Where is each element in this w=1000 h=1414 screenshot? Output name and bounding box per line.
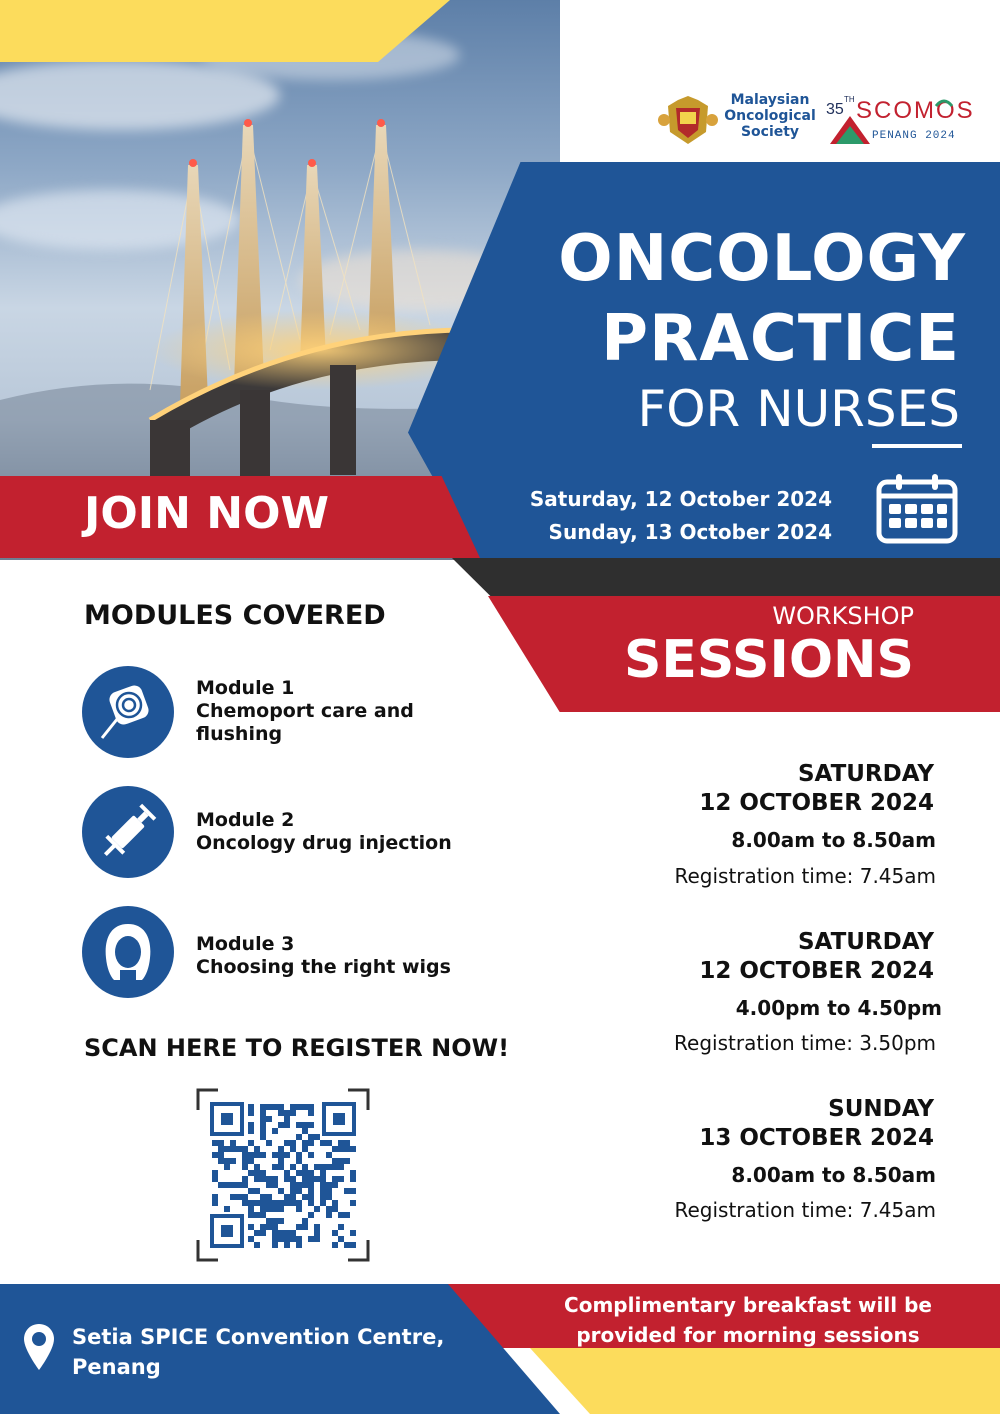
syringe-icon	[82, 786, 174, 878]
workshop-label: WORKSHOP	[772, 602, 914, 630]
svg-text:TH: TH	[844, 95, 855, 104]
event-dates	[530, 483, 832, 549]
session-3-date: SUNDAY 13 OCTOBER 2024	[699, 1096, 934, 1151]
mos-logo-text: Malaysian Oncological Society	[724, 92, 816, 140]
footer-yellow-accent	[500, 1348, 1000, 1414]
session-3-time: 8.00am to 8.50am	[731, 1163, 936, 1187]
corner-accent	[0, 0, 450, 62]
session-2-registration: Registration time: 3.50pm	[674, 1031, 936, 1055]
session-1-registration: Registration time: 7.45am	[674, 864, 936, 888]
registration-qr-code[interactable]	[196, 1088, 370, 1262]
divider-strip	[452, 558, 1000, 596]
modules-heading: MODULES COVERED	[84, 600, 386, 631]
title-line-2: PRACTICE	[601, 302, 960, 376]
module-3: Module 3 Choosing the right wigs	[196, 933, 451, 978]
session-1-time: 8.00am to 8.50am	[731, 828, 936, 852]
title-line-1: ONCOLOGY	[558, 222, 966, 296]
event-date-2: Sunday, 13 October 2024	[548, 520, 832, 544]
session-3-registration: Registration time: 7.45am	[674, 1198, 936, 1222]
chemoport-icon	[82, 666, 174, 758]
event-date-1: Saturday, 12 October 2024	[529, 487, 832, 511]
svg-text:SCOMOS: SCOMOS	[856, 97, 975, 124]
breakfast-note: Complimentary breakfast will be provided for morning sessions	[564, 1293, 932, 1347]
svg-text:35: 35	[826, 101, 844, 118]
sessions-heading: SESSIONS	[623, 630, 914, 690]
scomos-logo	[826, 86, 986, 152]
title-line-3: FOR NURSES	[637, 380, 960, 438]
session-2-date: SATURDAY 12 OCTOBER 2024	[699, 929, 934, 984]
join-now-label[interactable]: JOIN NOW	[84, 488, 330, 539]
scan-register-label: SCAN HERE TO REGISTER NOW!	[84, 1034, 510, 1062]
module-2: Module 2 Oncology drug injection	[196, 809, 452, 854]
module-1: Module 1 Chemoport care and flushing	[196, 677, 414, 745]
svg-text:PENANG 2024: PENANG 2024	[872, 130, 956, 142]
location-pin-icon	[22, 1322, 56, 1374]
venue-text: Setia SPICE Convention Centre, Penang	[72, 1325, 445, 1379]
title-underline	[872, 444, 962, 448]
mos-crest-logo	[658, 92, 718, 148]
wig-icon	[82, 906, 174, 998]
session-1-date: SATURDAY 12 OCTOBER 2024	[699, 761, 934, 816]
calendar-icon	[876, 474, 958, 544]
session-2-time: 4.00pm to 4.50pm	[735, 996, 942, 1020]
